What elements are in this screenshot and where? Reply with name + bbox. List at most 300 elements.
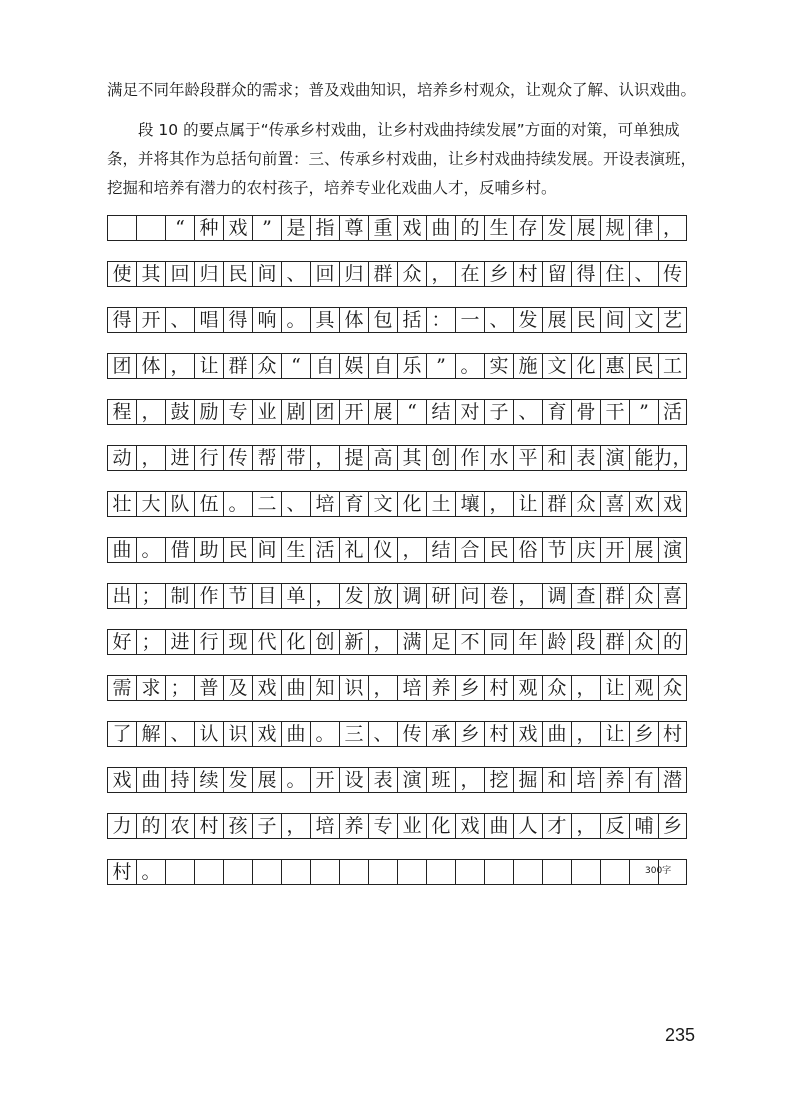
grid-cell: 演 xyxy=(658,537,687,563)
grid-cell: 带 xyxy=(281,445,310,471)
grid-cell: 乡 xyxy=(484,261,513,287)
grid-cell: 包 xyxy=(368,307,397,333)
grid-cell: 班 xyxy=(426,767,455,793)
grid-cell: 民 xyxy=(571,307,600,333)
grid-cell: 专 xyxy=(368,813,397,839)
intro-paragraph-2: 段 10 的要点属于“传承乡村戏曲，让乡村戏曲持续发展”方面的对策，可单独成条，并将其作为总括句前置：三、传承乡村戏曲，让乡村戏曲持续发展。开设表演班，挖掘和培养有潜力的农村孩子，培养专业化戏曲人才，反哺乡村。 xyxy=(107,121,697,197)
grid-cell: 平 xyxy=(513,445,542,471)
grid-cell: 和 xyxy=(542,445,571,471)
grid-cell: ， xyxy=(136,399,165,425)
grid-cell: 展 xyxy=(252,767,281,793)
grid-cell: 制 xyxy=(165,583,194,609)
grid-cell: 提 xyxy=(339,445,368,471)
grid-cell: 培 xyxy=(397,675,426,701)
grid-cell xyxy=(223,859,252,885)
grid-cell: 在 xyxy=(455,261,484,287)
grid-cell: 自 xyxy=(368,353,397,379)
grid-cell: “ xyxy=(165,215,194,241)
grid-row xyxy=(107,307,687,333)
grid-row xyxy=(107,261,687,287)
grid-row xyxy=(107,491,687,517)
grid-cell: 识 xyxy=(223,721,252,747)
grid-cell: 、 xyxy=(165,721,194,747)
grid-cell: 回 xyxy=(165,261,194,287)
grid-cell: 欢 xyxy=(629,491,658,517)
grid-cell: 子 xyxy=(252,813,281,839)
grid-cell: “ xyxy=(397,399,426,425)
grid-cell: 及 xyxy=(223,675,252,701)
grid-cell xyxy=(194,859,223,885)
grid-cell: 识 xyxy=(339,675,368,701)
grid-cell: 民 xyxy=(223,537,252,563)
grid-cell: ” xyxy=(252,215,281,241)
grid-cell: 单 xyxy=(281,583,310,609)
grid-cell: 一 xyxy=(455,307,484,333)
grid-cell: 戏 xyxy=(455,813,484,839)
grid-cell: 文 xyxy=(542,353,571,379)
grid-cell: 程 xyxy=(107,399,136,425)
grid-cell: 留 xyxy=(542,261,571,287)
grid-cell: 化 xyxy=(397,491,426,517)
page-number: 235 xyxy=(665,1025,696,1045)
grid-cell: 年 xyxy=(513,629,542,655)
grid-cell: 曲 xyxy=(542,721,571,747)
grid-cell: 仪 xyxy=(368,537,397,563)
grid-cell: 团 xyxy=(107,353,136,379)
grid-cell: 村 xyxy=(484,675,513,701)
grid-cell: 村 xyxy=(513,261,542,287)
grid-cell: 村 xyxy=(484,721,513,747)
grid-cell: 发 xyxy=(542,215,571,241)
grid-cell: 求 xyxy=(136,675,165,701)
grid-cell xyxy=(136,215,165,241)
grid-row xyxy=(107,583,687,609)
grid-cell xyxy=(310,859,339,885)
grid-cell: 乡 xyxy=(629,721,658,747)
grid-cell: 剧 xyxy=(281,399,310,425)
grid-cell: ， xyxy=(484,491,513,517)
grid-cell: ， xyxy=(571,675,600,701)
grid-cell: 段 xyxy=(571,629,600,655)
grid-cell: 群 xyxy=(600,583,629,609)
grid-cell: 结 xyxy=(426,399,455,425)
grid-cell: ， xyxy=(165,353,194,379)
grid-cell: 让 xyxy=(600,675,629,701)
grid-cell: 出 xyxy=(107,583,136,609)
grid-cell: 间 xyxy=(252,261,281,287)
grid-cell: 养 xyxy=(426,675,455,701)
grid-row xyxy=(107,215,687,241)
grid-cell: 培 xyxy=(310,491,339,517)
grid-cell: ， xyxy=(658,215,687,241)
grid-cell: 展 xyxy=(368,399,397,425)
grid-cell: 传 xyxy=(658,261,687,287)
grid-cell: 代 xyxy=(252,629,281,655)
grid-cell: 骨 xyxy=(571,399,600,425)
grid-cell: 壮 xyxy=(107,491,136,517)
grid-cell: 村 xyxy=(107,859,136,885)
grid-cell: 大 xyxy=(136,491,165,517)
grid-cell: 子 xyxy=(484,399,513,425)
grid-cell: ” xyxy=(426,353,455,379)
grid-cell: 戏 xyxy=(252,721,281,747)
grid-row xyxy=(107,767,687,793)
grid-cell xyxy=(455,859,484,885)
grid-cell xyxy=(368,859,397,885)
grid-cell: 培 xyxy=(571,767,600,793)
grid-cell: 括 xyxy=(397,307,426,333)
grid-cell: 间 xyxy=(600,307,629,333)
grid-cell: 演 xyxy=(600,445,629,471)
grid-cell: ， xyxy=(368,675,397,701)
grid-cell: 曲 xyxy=(484,813,513,839)
grid-cell: 曲 xyxy=(107,537,136,563)
grid-cell: 指 xyxy=(310,215,339,241)
grid-cell: 。 xyxy=(281,767,310,793)
grid-cell: 村 xyxy=(194,813,223,839)
grid-cell: 住 xyxy=(600,261,629,287)
grid-cell: 反 xyxy=(600,813,629,839)
grid-cell xyxy=(339,859,368,885)
grid-cell: 归 xyxy=(339,261,368,287)
grid-cell: 民 xyxy=(629,353,658,379)
answer-grid xyxy=(107,215,692,905)
grid-cell: 。 xyxy=(136,537,165,563)
grid-cell: 开 xyxy=(600,537,629,563)
grid-cell: 施 xyxy=(513,353,542,379)
grid-cell: 群 xyxy=(368,261,397,287)
grid-cell: 群 xyxy=(223,353,252,379)
grid-cell: 了 xyxy=(107,721,136,747)
grid-cell: 力， xyxy=(658,445,687,471)
grid-cell: 足 xyxy=(426,629,455,655)
grid-cell: 化 xyxy=(281,629,310,655)
grid-cell: 知 xyxy=(310,675,339,701)
grid-cell: 众 xyxy=(397,261,426,287)
grid-cell: 使 xyxy=(107,261,136,287)
grid-cell: 戏 xyxy=(223,215,252,241)
grid-cell: 伍 xyxy=(194,491,223,517)
grid-cell: 哺 xyxy=(629,813,658,839)
grid-row xyxy=(107,721,687,747)
grid-cell: 土 xyxy=(426,491,455,517)
grid-cell: 合 xyxy=(455,537,484,563)
grid-cell: 唱 xyxy=(194,307,223,333)
grid-cell: 传 xyxy=(397,721,426,747)
grid-cell: 得 xyxy=(571,261,600,287)
grid-cell: 律 xyxy=(629,215,658,241)
grid-cell: 进 xyxy=(165,445,194,471)
grid-cell: 归 xyxy=(194,261,223,287)
grid-cell: 戏 xyxy=(252,675,281,701)
grid-cell: 才 xyxy=(542,813,571,839)
grid-cell: 让 xyxy=(600,721,629,747)
grid-cell: 。 xyxy=(310,721,339,747)
grid-cell: 节 xyxy=(223,583,252,609)
grid-cell: 观 xyxy=(513,675,542,701)
grid-cell: 规 xyxy=(600,215,629,241)
grid-cell: 二 xyxy=(252,491,281,517)
grid-cell: 掘 xyxy=(513,767,542,793)
grid-cell: 的 xyxy=(455,215,484,241)
grid-cell: 、 xyxy=(281,261,310,287)
grid-row xyxy=(107,445,692,471)
grid-cell: 乐 xyxy=(397,353,426,379)
grid-cell: 作 xyxy=(194,583,223,609)
grid-cell: 喜 xyxy=(600,491,629,517)
grid-cell: 戏 xyxy=(658,491,687,517)
grid-row xyxy=(107,537,687,563)
grid-cell: ， xyxy=(368,629,397,655)
grid-cell: 曲 xyxy=(281,675,310,701)
grid-cell: 助 xyxy=(194,537,223,563)
grid-cell: 新 xyxy=(339,629,368,655)
grid-cell: 发 xyxy=(513,307,542,333)
grid-cell: 调 xyxy=(542,583,571,609)
grid-cell: 现 xyxy=(223,629,252,655)
grid-cell xyxy=(397,859,426,885)
grid-cell: ； xyxy=(136,583,165,609)
grid-cell: 是 xyxy=(281,215,310,241)
grid-cell: 创 xyxy=(310,629,339,655)
grid-cell: 让 xyxy=(513,491,542,517)
grid-cell: 干 xyxy=(600,399,629,425)
grid-cell: 让 xyxy=(194,353,223,379)
grid-cell: 礼 xyxy=(339,537,368,563)
grid-cell: 育 xyxy=(339,491,368,517)
grid-cell: 具 xyxy=(310,307,339,333)
grid-cell: 鼓 xyxy=(165,399,194,425)
grid-cell: 养 xyxy=(600,767,629,793)
grid-cell: 解 xyxy=(136,721,165,747)
grid-cell: 生 xyxy=(281,537,310,563)
grid-cell: 体 xyxy=(136,353,165,379)
grid-cell: 专 xyxy=(223,399,252,425)
grid-cell: 群 xyxy=(542,491,571,517)
grid-cell: 需 xyxy=(107,675,136,701)
grid-cell: 惠 xyxy=(600,353,629,379)
grid-cell: 认 xyxy=(194,721,223,747)
grid-cell: 戏 xyxy=(107,767,136,793)
grid-cell: ” xyxy=(629,399,658,425)
grid-cell: 存 xyxy=(513,215,542,241)
grid-row xyxy=(107,353,687,379)
grid-cell: 问 xyxy=(455,583,484,609)
grid-cell: ； xyxy=(165,675,194,701)
grid-cell xyxy=(600,859,629,885)
grid-row xyxy=(107,859,687,885)
grid-cell: 、 xyxy=(629,261,658,287)
grid-cell: 重 xyxy=(368,215,397,241)
grid-cell: 村 xyxy=(658,721,687,747)
grid-cell: 化 xyxy=(571,353,600,379)
grid-cell: 节 xyxy=(542,537,571,563)
grid-cell: 农 xyxy=(165,813,194,839)
grid-cell: 发 xyxy=(223,767,252,793)
grid-cell: 、 xyxy=(281,491,310,517)
grid-cell: 目 xyxy=(252,583,281,609)
grid-cell: 观 xyxy=(629,675,658,701)
grid-cell: 众 xyxy=(252,353,281,379)
grid-cell: 龄 xyxy=(542,629,571,655)
grid-cell: ， xyxy=(136,445,165,471)
grid-cell: 水 xyxy=(484,445,513,471)
grid-cell: 乡 xyxy=(658,813,687,839)
grid-cell: “ xyxy=(281,353,310,379)
grid-cell: 发 xyxy=(339,583,368,609)
grid-cell: 开 xyxy=(310,767,339,793)
grid-cell xyxy=(107,215,136,241)
grid-cell: 、 xyxy=(513,399,542,425)
grid-cell: 的 xyxy=(136,813,165,839)
grid-cell xyxy=(542,859,571,885)
grid-cell xyxy=(252,859,281,885)
grid-cell: 生 xyxy=(484,215,513,241)
grid-cell: 能 xyxy=(629,445,658,471)
grid-cell: 行 xyxy=(194,445,223,471)
intro-paragraph-1: 满足不同年龄段群众的需求；普及戏曲知识，培养乡村观众，让观众了解、认识戏曲。 xyxy=(107,81,697,99)
grid-cell: 好 xyxy=(107,629,136,655)
grid-cell: 满 xyxy=(397,629,426,655)
word-count-label: 300字 xyxy=(645,866,672,876)
grid-cell: 有 xyxy=(629,767,658,793)
grid-cell: 、 xyxy=(165,307,194,333)
grid-cell: 力 xyxy=(107,813,136,839)
grid-cell: 结 xyxy=(426,537,455,563)
grid-cell: 励 xyxy=(194,399,223,425)
grid-cell: 人 xyxy=(513,813,542,839)
grid-cell: 三 xyxy=(339,721,368,747)
grid-cell: 尊 xyxy=(339,215,368,241)
grid-cell: 曲 xyxy=(426,215,455,241)
grid-cell: 。 xyxy=(223,491,252,517)
grid-cell: 民 xyxy=(223,261,252,287)
grid-cell: ， xyxy=(426,261,455,287)
grid-cell: 众 xyxy=(542,675,571,701)
grid-cell: 展 xyxy=(629,537,658,563)
grid-cell: 承 xyxy=(426,721,455,747)
grid-row xyxy=(107,675,687,701)
grid-cell xyxy=(484,859,513,885)
grid-cell: 工 xyxy=(658,353,687,379)
grid-cell xyxy=(513,859,542,885)
grid-cell: 传 xyxy=(223,445,252,471)
grid-cell: ， xyxy=(310,445,339,471)
grid-cell: 俗 xyxy=(513,537,542,563)
grid-cell: 众 xyxy=(629,583,658,609)
grid-cell: 持 xyxy=(165,767,194,793)
grid-cell: 查 xyxy=(571,583,600,609)
grid-cell: 自 xyxy=(310,353,339,379)
grid-cell: 和 xyxy=(542,767,571,793)
grid-cell: ： xyxy=(426,307,455,333)
grid-cell: 艺 xyxy=(658,307,687,333)
grid-cell: 体 xyxy=(339,307,368,333)
grid-cell: 卷 xyxy=(484,583,513,609)
grid-cell: 队 xyxy=(165,491,194,517)
grid-cell: 其 xyxy=(136,261,165,287)
grid-cell xyxy=(571,859,600,885)
grid-cell: 潜 xyxy=(658,767,687,793)
grid-cell: 文 xyxy=(629,307,658,333)
grid-cell: 帮 xyxy=(252,445,281,471)
grid-cell: 续 xyxy=(194,767,223,793)
grid-cell: 种 xyxy=(194,215,223,241)
grid-cell: 进 xyxy=(165,629,194,655)
grid-cell: 戏 xyxy=(513,721,542,747)
grid-row xyxy=(107,629,687,655)
grid-cell: 开 xyxy=(136,307,165,333)
grid-cell: ， xyxy=(281,813,310,839)
grid-cell: 实 xyxy=(484,353,513,379)
grid-cell: 。 xyxy=(136,859,165,885)
grid-cell: 同 xyxy=(484,629,513,655)
grid-cell: 娱 xyxy=(339,353,368,379)
grid-cell: 活 xyxy=(658,399,687,425)
grid-cell: 孩 xyxy=(223,813,252,839)
grid-cell: 众 xyxy=(658,675,687,701)
grid-cell: 展 xyxy=(571,215,600,241)
grid-cell: 文 xyxy=(368,491,397,517)
grid-cell: 行 xyxy=(194,629,223,655)
grid-cell: 挖 xyxy=(484,767,513,793)
grid-cell: ， xyxy=(513,583,542,609)
grid-cell: ； xyxy=(136,629,165,655)
grid-cell: 民 xyxy=(484,537,513,563)
grid-cell: 戏 xyxy=(397,215,426,241)
grid-cell: 众 xyxy=(571,491,600,517)
grid-cell: 曲 xyxy=(281,721,310,747)
grid-cell: 回 xyxy=(310,261,339,287)
grid-cell: 创 xyxy=(426,445,455,471)
grid-cell: 得 xyxy=(223,307,252,333)
grid-cell: 设 xyxy=(339,767,368,793)
grid-cell: 壤 xyxy=(455,491,484,517)
grid-cell: 借 xyxy=(165,537,194,563)
grid-cell: 动 xyxy=(107,445,136,471)
grid-cell: 、 xyxy=(484,307,513,333)
grid-cell: 曲 xyxy=(136,767,165,793)
grid-cell xyxy=(165,859,194,885)
grid-cell: ， xyxy=(571,721,600,747)
grid-cell: 不 xyxy=(455,629,484,655)
grid-cell: 放 xyxy=(368,583,397,609)
grid-cell: 乡 xyxy=(455,721,484,747)
grid-cell: 业 xyxy=(252,399,281,425)
grid-cell: 群 xyxy=(600,629,629,655)
grid-cell: 众 xyxy=(629,629,658,655)
grid-cell: 高 xyxy=(368,445,397,471)
grid-cell: 。 xyxy=(455,353,484,379)
grid-cell: 乡 xyxy=(455,675,484,701)
grid-cell: 演 xyxy=(397,767,426,793)
grid-cell: ， xyxy=(455,767,484,793)
grid-cell: 作 xyxy=(455,445,484,471)
grid-cell: 开 xyxy=(339,399,368,425)
grid-cell: 庆 xyxy=(571,537,600,563)
grid-cell: 活 xyxy=(310,537,339,563)
grid-cell: 间 xyxy=(252,537,281,563)
grid-cell: 、 xyxy=(368,721,397,747)
grid-cell: 响 xyxy=(252,307,281,333)
grid-row xyxy=(107,399,687,425)
grid-cell: 调 xyxy=(397,583,426,609)
grid-row xyxy=(107,813,687,839)
grid-cell: 育 xyxy=(542,399,571,425)
grid-cell: 表 xyxy=(571,445,600,471)
grid-cell: 的 xyxy=(658,629,687,655)
grid-cell: 研 xyxy=(426,583,455,609)
